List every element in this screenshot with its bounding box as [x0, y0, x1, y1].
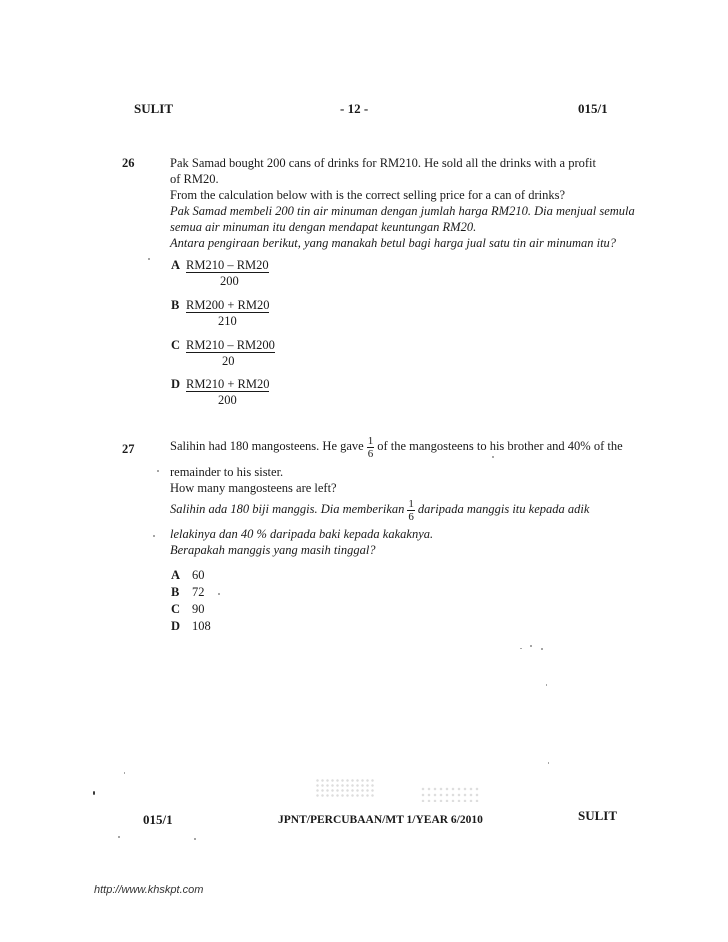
question-27-en-line2: remainder to his sister. [170, 465, 284, 479]
scan-speck [541, 648, 543, 650]
scan-speck [118, 836, 120, 838]
scan-speck [148, 258, 150, 260]
footer-left: 015/1 [143, 812, 173, 827]
question-26-ms-line1: Pak Samad membeli 200 tin air minuman dengan jumlah harga RM210. Dia menjual semula [170, 204, 635, 218]
question-27-number: 27 [122, 442, 135, 456]
question-26-number: 26 [122, 156, 135, 170]
source-url: http://www.khskpt.com [94, 884, 204, 896]
option-letter: C [171, 338, 181, 352]
fraction-denominator: 6 [367, 447, 374, 460]
option-denominator: 200 [218, 393, 237, 407]
question-27-ms-line3: Berapakah manggis yang masih tinggal? [170, 543, 376, 557]
scan-noise [420, 786, 480, 802]
option-numerator: RM200 + RM20 [186, 298, 270, 312]
option-denominator: 20 [222, 354, 235, 368]
scan-noise [315, 778, 375, 798]
scan-speck [530, 645, 532, 647]
question-27-ms-post: daripada manggis itu kepada adik [417, 502, 590, 516]
fraction-one-sixth [367, 435, 375, 460]
option-value: 60 [192, 568, 205, 582]
footer-center: JPNT/PERCUBAAN/MT 1/YEAR 6/2010 [278, 814, 483, 826]
question-27-en-pre: Salihin had 180 mangosteens. He gave [170, 439, 364, 453]
option-denominator: 200 [220, 274, 239, 288]
question-27-ms-line2: lelakinya dan 40 % daripada baki kepada kakaknya. [170, 527, 434, 541]
question-27-en-line3: How many mangosteens are left? [170, 481, 337, 495]
option-letter: B [171, 585, 180, 599]
scan-speck [157, 470, 159, 472]
option-value: 108 [192, 619, 211, 633]
question-26-ms-line3: Antara pengiraan berikut, yang manakah betul bagi harga jual satu tin air minuman itu? [170, 236, 617, 250]
scan-speck [218, 593, 220, 595]
question-26-en-line1: Pak Samad bought 200 cans of drinks for RM210. He sold all the drinks with a profit [170, 156, 596, 170]
fraction-numerator: 1 [408, 497, 414, 510]
question-27-ms-line1 [170, 496, 589, 523]
page-number: - 12 - [340, 101, 369, 116]
scan-speck [153, 535, 155, 537]
option-numerator: RM210 – RM20 [186, 258, 269, 272]
option-denominator: 210 [218, 314, 237, 328]
footer-right: SULIT [578, 808, 618, 823]
option-letter: A [171, 258, 181, 272]
option-value: 72 [192, 585, 205, 599]
option-letter: D [171, 619, 181, 633]
fraction-numerator: 1 [367, 434, 374, 447]
question-26-en-line2: of RM20. [170, 172, 219, 186]
question-26-ms-line2: semua air minuman itu dengan mendapat keuntungan RM20. [170, 220, 477, 234]
question-27-ms-pre: Salihin ada 180 biji manggis. Dia memberikan [170, 502, 405, 516]
option-numerator: RM210 – RM200 [186, 338, 275, 352]
question-27-en-post: of the mangosteens to his brother and 40% of the [377, 439, 623, 453]
scan-speck [93, 791, 95, 795]
question-27-en-line1 [170, 433, 623, 460]
scan-speck [546, 684, 547, 686]
scan-speck [520, 648, 522, 649]
header-right: 015/1 [578, 101, 608, 116]
option-numerator: RM210 + RM20 [186, 377, 270, 391]
option-letter: D [171, 377, 181, 391]
scan-speck [492, 456, 494, 458]
scan-speck [548, 762, 549, 764]
option-value: 90 [192, 602, 205, 616]
fraction-denominator: 6 [408, 510, 414, 523]
option-letter: B [171, 298, 180, 312]
scan-speck [194, 838, 196, 840]
fraction-one-sixth-ms [407, 498, 415, 523]
option-letter: A [171, 568, 181, 582]
option-letter: C [171, 602, 181, 616]
header-left: SULIT [134, 101, 174, 116]
scan-speck [124, 772, 125, 774]
question-26-en-line3: From the calculation below with is the correct selling price for a can of drinks? [170, 188, 566, 202]
